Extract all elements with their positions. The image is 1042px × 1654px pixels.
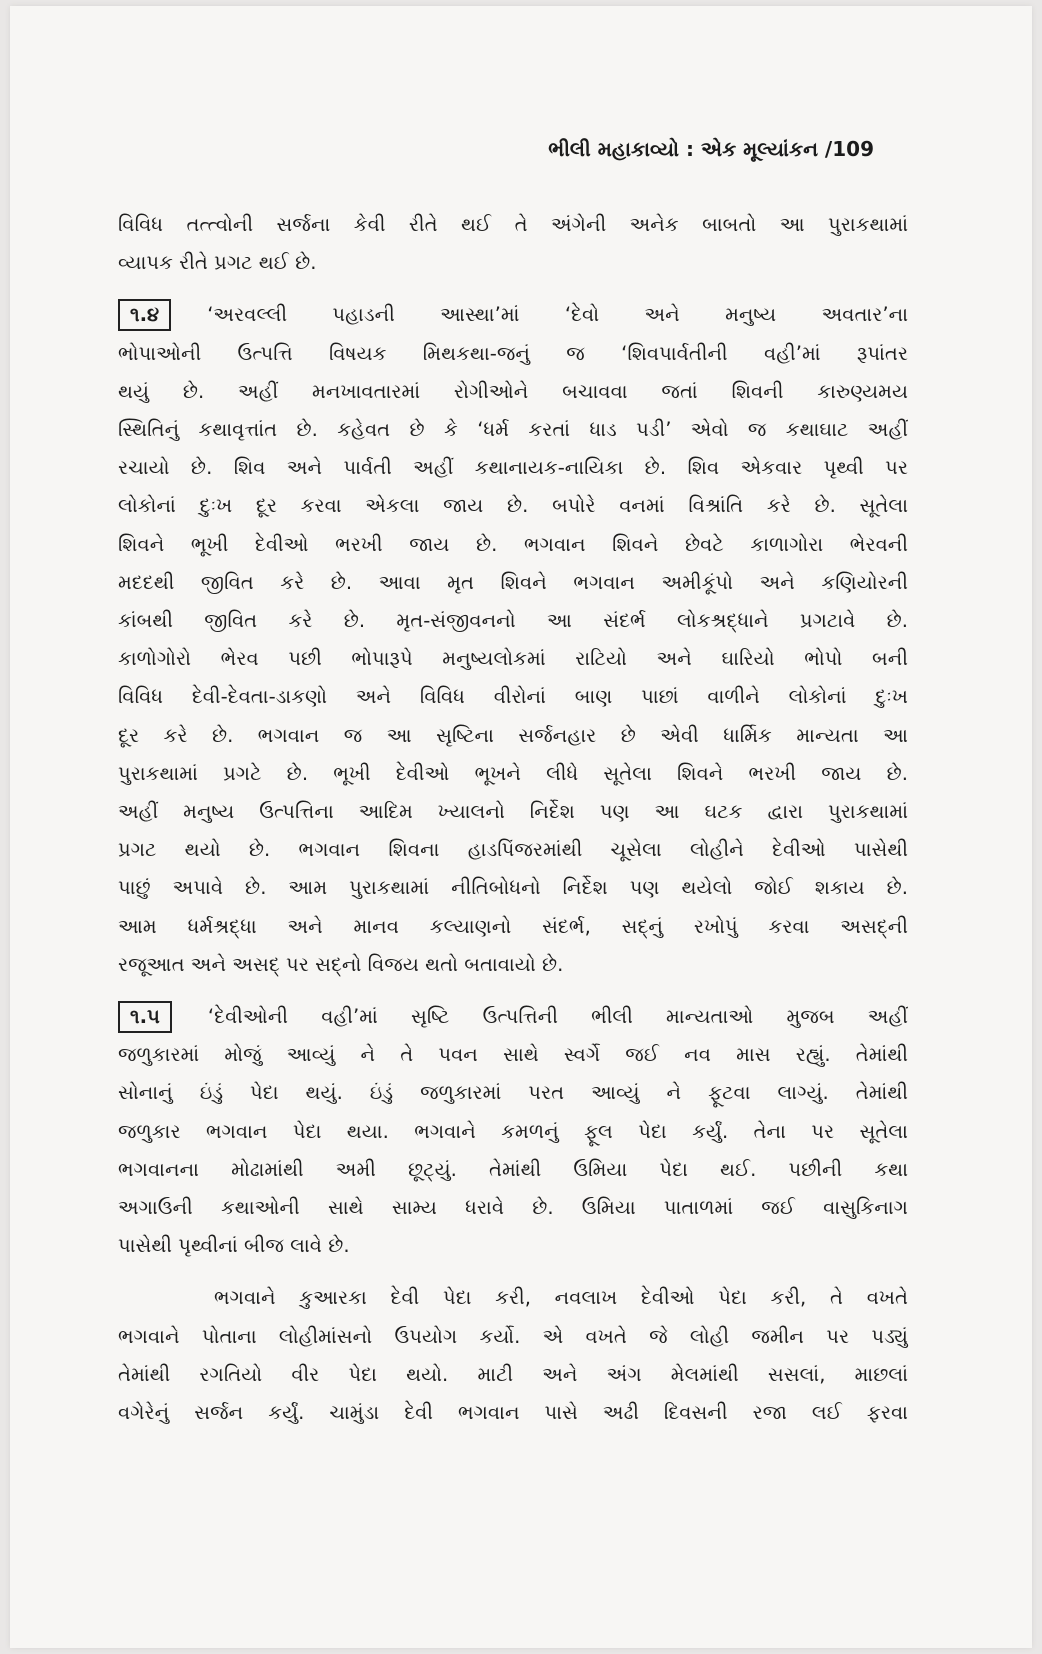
text-line: ભગવાનના મોઢામાંથી અમી છૂટ્યું. તેમાંથી ઉમિયા પેદા થઈ. પછીની કથા — [118, 1157, 908, 1181]
text-line: કાળોગોરો ભેરવ પછી ભોપારૂપે મનુષ્યલોકમાં રાટિયો અને ઘારિયો ભોપો બની — [118, 647, 908, 671]
text-line: લોકોનાં દુઃખ દૂર કરવા એકલા જાય છે. બપોરે વનમાં વિશ્રાંતિ કરે છે. સૂતેલા — [118, 494, 908, 518]
text-line: અહીં મનુષ્ય ઉત્પત્તિના આદિમ ખ્યાલનો નિર્દેશ પણ આ ઘટક દ્વારા પુરાકથામાં — [118, 800, 908, 824]
text-line: સ્થિતિનું કથાવૃત્તાંત છે. કહેવત છે કે ‘ધર્મ કરતાં ધાડ પડી’ એવો જ કથાઘાટ અહીં — [118, 418, 908, 442]
text-line: વિવિધ દેવી-દેવતા-ડાકણો અને વિવિધ વીરોનાં બાણ પાછાં વાળીને લોકોનાં દુઃખ — [118, 685, 908, 709]
text-line: રચાયો છે. શિવ અને પાર્વતી અહીં કથાનાયક-નાયિકા છે. શિવ એકવાર પૃથ્વી પર — [118, 456, 908, 480]
paragraph-section-1-5 — [118, 998, 908, 1265]
text-line: પ્રગટ થયો છે. ભગવાન શિવના હાડપિંજરમાંથી ચૂસેલા લોહીને દેવીઓ પાસેથી — [118, 838, 908, 862]
text-line: વ્યાપક રીતે પ્રગટ થઈ છે. — [118, 251, 317, 275]
paragraph-section-1-4 — [118, 296, 908, 984]
section-number-box: ૧.૫ — [118, 1001, 172, 1033]
text-line: પાછું અપાવે છે. આમ પુરાકથામાં નીતિબોધનો નિર્દેશ પણ થયેલો જોઈ શકાય છે. — [118, 876, 908, 900]
paragraph-1 — [118, 206, 908, 282]
text-line: ભોપાઓની ઉત્પત્તિ વિષયક મિથકથા-જનું જ ‘શિવપાર્વતીની વહી’માં રૂપાંતર — [118, 341, 908, 365]
text-line: જળુકાર ભગવાન પેદા થયા. ભગવાને કમળનું ફૂલ પેદા કર્યું. તેના પર સૂતેલા — [118, 1119, 908, 1143]
text-line: મદદથી જીવિત કરે છે. આવા મૃત શિવને ભગવાન અમીકૂંપો અને કણિયોરની — [118, 570, 908, 594]
text-line: જળુકારમાં મોજું આવ્યું ને તે પવન સાથે સ્વર્ગે જઈ નવ માસ રહ્યું. તેમાંથી — [118, 1043, 908, 1067]
text-line: ભગવાને પોતાના લોહીમાંસનો ઉપયોગ કર્યો. એ વખતે જે લોહી જમીન પર પડ્યું — [118, 1324, 908, 1348]
text-line: આમ ધર્મશ્રદ્ધા અને માનવ કલ્યાણનો સંદર્ભ, સદ્‌નું રખોપું કરવા અસદ્‌ની — [118, 914, 908, 938]
text-line-content: ‘દેવીઓની વહી’માં સૃષ્ટિ ઉત્પત્તિની ભીલી માન્યતાઓ મુજબ અહીં — [207, 1005, 908, 1029]
running-header: ભીલી મહાકાવ્યો : એક મૂલ્યાંકન /109 — [548, 137, 874, 161]
text-line: વગેરેનું સર્જન કર્યું. ચામુંડા દેવી ભગવાન પાસે અઢી દિવસની રજા લઈ ફરવા — [118, 1401, 908, 1425]
text-line: કાંબથી જીવિત કરે છે. મૃત-સંજીવનનો આ સંદર્ભ લોકશ્રદ્ધાને પ્રગટાવે છે. — [118, 609, 908, 633]
text-line: થયું છે. અહીં મનખાવતારમાં રોગીઓને બચાવવા જતાં શિવની કારુણ્યમય — [118, 379, 908, 403]
text-line — [118, 296, 908, 334]
page-body — [118, 206, 908, 1432]
text-line: પાસેથી પૃથ્વીનાં બીજ લાવે છે. — [118, 1234, 350, 1258]
text-line-content: ‘અરવલ્લી પહાડની આસ્થા’માં ‘દેવો અને મનુષ્ય અવતાર’ના — [207, 303, 908, 327]
text-line: રજૂઆત અને અસદ્ પર સદ્‌નો વિજય થતો બતાવાયો છે. — [118, 952, 564, 976]
text-line: સોનાનું ઇંડું પેદા થયું. ઇંડું જળુકારમાં પરત આવ્યું ને ફૂટવા લાગ્યું. તેમાંથી — [118, 1081, 908, 1105]
text-line: તેમાંથી રગતિયો વીર પેદા થયો. માટી અને અંગ મેલમાંથી સસલાં, માછલાં — [118, 1362, 908, 1386]
book-page — [10, 6, 1032, 1648]
paragraph-4 — [118, 1279, 908, 1432]
text-line: દૂર કરે છે. ભગવાન જ આ સૃષ્ટિના સર્જનહાર છે એવી ધાર્મિક માન્યતા આ — [118, 723, 908, 747]
section-number-box: ૧.૪ — [118, 299, 171, 331]
text-line: પુરાકથામાં પ્રગટે છે. ભૂખી દેવીઓ ભૂખને લીધે સૂતેલા શિવને ભરખી જાય છે. — [118, 761, 908, 785]
text-line: વિવિધ તત્ત્વોની સર્જના કેવી રીતે થઈ તે અંગેની અનેક બાબતો આ પુરાકથામાં — [118, 213, 908, 236]
text-line: અગાઉની કથાઓની સાથે સામ્ય ધરાવે છે. ઉમિયા પાતાળમાં જઈ વાસુકિનાગ — [118, 1196, 908, 1220]
text-line: શિવને ભૂખી દેવીઓ ભરખી જાય છે. ભગવાન શિવને છેવટે કાળાગોરા ભેરવની — [118, 532, 908, 556]
text-line — [118, 998, 908, 1036]
text-line: ભગવાને કુઆરકા દેવી પેદા કરી, નવલાખ દેવીઓ પેદા કરી, તે વખતે — [214, 1286, 908, 1310]
